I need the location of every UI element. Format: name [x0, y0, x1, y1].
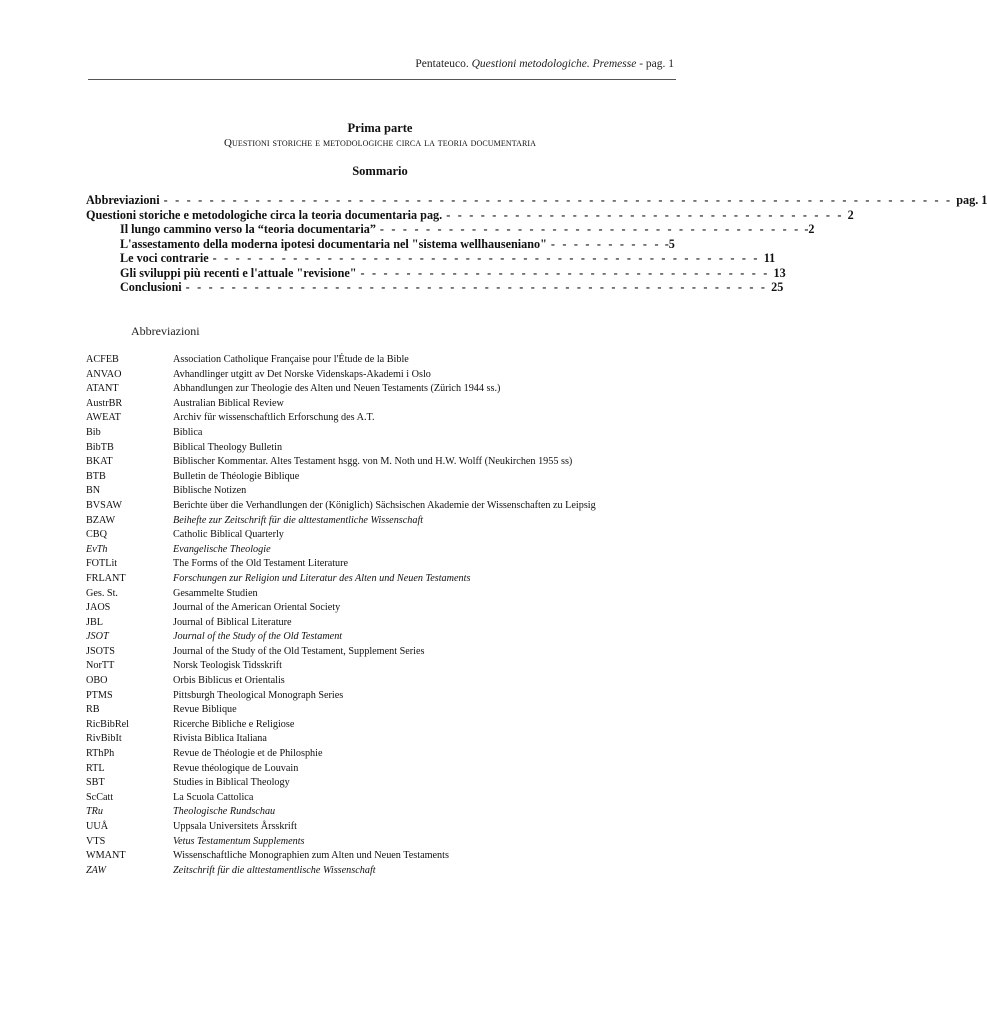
abbreviation-code: ATANT — [86, 383, 119, 395]
abbreviations-list — [86, 353, 646, 878]
toc-leader-dots: - - - - - - - - - - - - - - - - - - - - - - - - - - - - - - - - - - - - - - - - - - - - - - - - — [212, 251, 760, 265]
abbreviation-row — [86, 484, 646, 499]
toc-entry — [86, 207, 854, 223]
toc-entry-label: Abbreviazioni — [86, 193, 160, 207]
abbreviation-description: Archiv für wissenschaftlich Erforschung des A.T. — [173, 412, 375, 424]
abbreviation-code: RTL — [86, 762, 105, 774]
abbreviation-code: BN — [86, 485, 101, 497]
abbreviation-row — [86, 353, 646, 368]
abbreviation-code: BVSAW — [86, 499, 122, 511]
abbreviation-code: CBQ — [86, 529, 107, 541]
abbreviation-description: Journal of the Study of the Old Testament, Supplement Series — [173, 645, 425, 657]
toc-entry — [86, 222, 815, 237]
abbreviation-row — [86, 820, 646, 835]
toc-leader-dots: - - - - - - - - - - - - - - - - - - - - - - - - - - - - - - - - - - - - — [360, 265, 770, 280]
abbreviation-code: JSOTS — [86, 645, 115, 657]
toc-leader-dots: - - - - - - - - - - - - - - - - - - - - - - - - - - - - - - - - - - - — [446, 207, 844, 222]
abbreviation-description: Orbis Biblicus et Orientalis — [173, 675, 285, 687]
abbreviation-description: Revue de Théologie et de Philosphie — [173, 748, 323, 760]
abbreviation-description: Avhandlinger utgitt av Det Norske Videnskaps-Akademi i Oslo — [173, 368, 431, 380]
abbreviation-code: JAOS — [86, 602, 111, 614]
toc-entry — [86, 265, 786, 281]
toc-entry — [86, 251, 776, 266]
abbreviation-description: Studies in Biblical Theology — [173, 777, 290, 789]
abbreviation-row — [86, 732, 646, 747]
abbreviation-code: AWEAT — [86, 412, 121, 424]
abbreviation-description: Berichte über die Verhandlungen der (Königlich) Sächsischen Akademie der Wissenschaften zu Leipsig — [173, 499, 596, 511]
abbreviation-code: TRu — [86, 806, 103, 818]
abbreviation-row — [86, 368, 646, 383]
abbreviation-description: Bulletin de Théologie Biblique — [173, 470, 300, 482]
abbreviation-row — [86, 864, 646, 879]
abbreviation-description: Forschungen zur Religion und Literatur des Alten und Neuen Testaments — [173, 572, 471, 584]
abbreviation-row — [86, 455, 646, 470]
abbreviation-description: Gesammelte Studien — [173, 587, 258, 599]
abbreviation-row — [86, 776, 646, 791]
abbreviation-row — [86, 499, 646, 514]
abbreviation-row — [86, 674, 646, 689]
toc-entry — [86, 280, 784, 295]
abbreviation-row — [86, 411, 646, 426]
toc-entry-label: Le voci contrarie — [120, 251, 209, 265]
abbreviation-description: Catholic Biblical Quarterly — [173, 529, 284, 541]
abbreviation-code: NorTT — [86, 660, 115, 672]
abbreviation-code: WMANT — [86, 850, 126, 862]
header-title: Pentateuco. — [415, 58, 472, 70]
abbreviation-description: Biblischer Kommentar. Altes Testament hsgg. von M. Noth und H.W. Wolff (Neukirchen 1955 ss) — [173, 456, 573, 468]
abbreviation-code: AustrBR — [86, 397, 123, 409]
part-subtitle: Questioni storiche e metodologiche circa la teoria documentaria — [223, 137, 537, 149]
abbreviation-row — [86, 747, 646, 762]
toc-entry-page: pag. 1 — [956, 193, 987, 207]
abbreviation-description: Norsk Teologisk Tidsskrift — [173, 660, 282, 672]
abbreviation-code: RivBibIt — [86, 733, 122, 745]
abbreviation-code: OBO — [86, 675, 108, 687]
abbreviation-row — [86, 543, 646, 558]
abbreviation-code: RThPh — [86, 748, 115, 760]
toc-entry-label: Questioni storiche e metodologiche circa la teoria documentaria pag. — [86, 207, 443, 222]
abbreviation-row — [86, 441, 646, 456]
toc-entry-page: 2 — [847, 207, 854, 222]
toc-entry-label: Gli sviluppi più recenti e l'attuale "revisione" — [120, 265, 357, 280]
abbreviation-code: ScCatt — [86, 791, 114, 803]
abbreviation-description: Journal of Biblical Literature — [173, 616, 292, 628]
abbreviation-description: Evangelische Theologie — [173, 543, 271, 555]
abbreviation-row — [86, 791, 646, 806]
toc-entry-label: L'assestamento della moderna ipotesi documentaria nel "sistema wellhauseniano" — [120, 236, 547, 251]
abbreviation-code: ZAW — [86, 864, 106, 876]
abbreviation-code: SBT — [86, 777, 105, 789]
abbreviation-code: RicBibRel — [86, 718, 130, 730]
toc-entry-page: -5 — [664, 236, 675, 251]
abbreviation-description: Revue Biblique — [173, 704, 237, 716]
abbreviation-row — [86, 849, 646, 864]
abbreviation-code: FOTLit — [86, 558, 118, 570]
abbreviation-row — [86, 616, 646, 631]
abbreviation-code: ACFEB — [86, 354, 119, 365]
abbreviation-row — [86, 805, 646, 820]
abbreviation-description: Biblische Notizen — [173, 485, 247, 497]
abbreviation-row — [86, 645, 646, 660]
abbreviation-code: UUÅ — [86, 821, 109, 832]
toc-leader-dots: - - - - - - - - - - — [550, 236, 661, 251]
abbreviation-description: Journal of the Study of the Old Testament — [173, 631, 343, 643]
toc-entry — [86, 236, 675, 252]
toc-entry — [86, 193, 987, 208]
abbreviation-code: VTS — [86, 835, 106, 847]
abbreviations-heading: Abbreviazioni — [131, 324, 200, 338]
abbreviation-row — [86, 426, 646, 441]
toc-entry-page: 11 — [763, 251, 776, 265]
abbreviation-code: EvTh — [86, 543, 108, 555]
abbreviation-code: BKAT — [86, 456, 113, 468]
summary-heading: Sommario — [352, 164, 408, 178]
abbreviation-description: Association Catholique Française pour l'Étude de la Bible — [173, 354, 409, 365]
abbreviation-row — [86, 835, 646, 850]
abbreviation-row — [86, 689, 646, 704]
abbreviation-row — [86, 630, 646, 645]
abbreviation-row — [86, 528, 646, 543]
toc-entry-label: Conclusioni — [120, 280, 182, 294]
abbreviation-row — [86, 587, 646, 602]
header-subtitle: Questioni metodologiche. Premesse — [471, 58, 637, 70]
abbreviation-description: Biblica — [173, 426, 203, 438]
header-rule — [88, 79, 676, 80]
abbreviation-code: BibTB — [86, 441, 114, 453]
header-page: - pag. 1 — [636, 58, 674, 70]
abbreviation-code: PTMS — [86, 689, 113, 701]
abbreviation-description: Zeitschrift für die alttestamentlische Wissenschaft — [173, 864, 376, 876]
abbreviation-description: Revue théologique de Louvain — [173, 762, 299, 774]
abbreviation-row — [86, 659, 646, 674]
abbreviation-row — [86, 601, 646, 616]
abbreviation-description: The Forms of the Old Testament Literature — [173, 558, 349, 570]
abbreviation-description: Vetus Testamentum Supplements — [173, 835, 305, 847]
toc-leader-dots: - - - - - - - - - - - - - - - - - - - - - - - - - - - - - - - - - - - - - — [379, 222, 801, 236]
toc-entry-page: 13 — [773, 265, 786, 280]
abbreviation-description: Wissenschaftliche Monographien zum Alten und Neuen Testaments — [173, 850, 449, 862]
abbreviation-code: BZAW — [86, 514, 116, 526]
abbreviation-description: Australian Biblical Review — [173, 397, 284, 409]
table-of-contents — [86, 193, 987, 295]
abbreviation-description: Pittsburgh Theological Monograph Series — [173, 689, 344, 701]
abbreviation-description: Biblical Theology Bulletin — [173, 441, 283, 453]
toc-entry-label: Il lungo cammino verso la “teoria documentaria” — [120, 222, 376, 236]
abbreviation-row — [86, 762, 646, 777]
toc-entry-page: 25 — [771, 280, 784, 294]
abbreviation-row — [86, 718, 646, 733]
abbreviation-description: Ricerche Bibliche e Religiose — [173, 718, 295, 730]
abbreviation-code: Ges. St. — [86, 587, 118, 599]
abbreviation-row — [86, 397, 646, 412]
abbreviation-row — [86, 470, 646, 485]
running-header — [88, 58, 674, 70]
abbreviation-description: Uppsala Universitets Årsskrift — [173, 821, 297, 832]
abbreviation-row — [86, 382, 646, 397]
abbreviation-description: Rivista Biblica Italiana — [173, 733, 267, 745]
abbreviation-code: RB — [86, 704, 100, 716]
abbreviation-description: Beihefte zur Zeitschrift für die alttestamentliche Wissenschaft — [173, 514, 424, 526]
abbreviation-code: Bib — [86, 426, 101, 438]
abbreviation-row — [86, 514, 646, 529]
abbreviation-description: Journal of the American Oriental Society — [173, 602, 341, 614]
toc-leader-dots: - - - - - - - - - - - - - - - - - - - - - - - - - - - - - - - - - - - - - - - - - - - - - - - - - - - - - - - - - - - - - - - - - - - - - — [163, 193, 953, 207]
abbreviation-row — [86, 703, 646, 718]
abbreviation-code: JBL — [86, 616, 103, 628]
abbreviation-code: BTB — [86, 470, 106, 482]
abbreviation-description: Theologische Rundschau — [173, 806, 276, 818]
abbreviation-code: ANVAO — [86, 368, 122, 380]
part-title: Prima parte — [347, 121, 413, 135]
abbreviation-description: Abhandlungen zur Theologie des Alten und Neuen Testaments (Zürich 1944 ss.) — [173, 383, 501, 395]
abbreviation-row — [86, 557, 646, 572]
toc-leader-dots: - - - - - - - - - - - - - - - - - - - - - - - - - - - - - - - - - - - - - - - - - - - - - - - - - - - — [185, 280, 768, 294]
abbreviation-row — [86, 572, 646, 587]
abbreviation-code: JSOT — [86, 631, 109, 643]
toc-entry-page: -2 — [804, 222, 815, 236]
abbreviation-code: FRLANT — [86, 572, 126, 584]
abbreviation-description: La Scuola Cattolica — [173, 791, 254, 803]
